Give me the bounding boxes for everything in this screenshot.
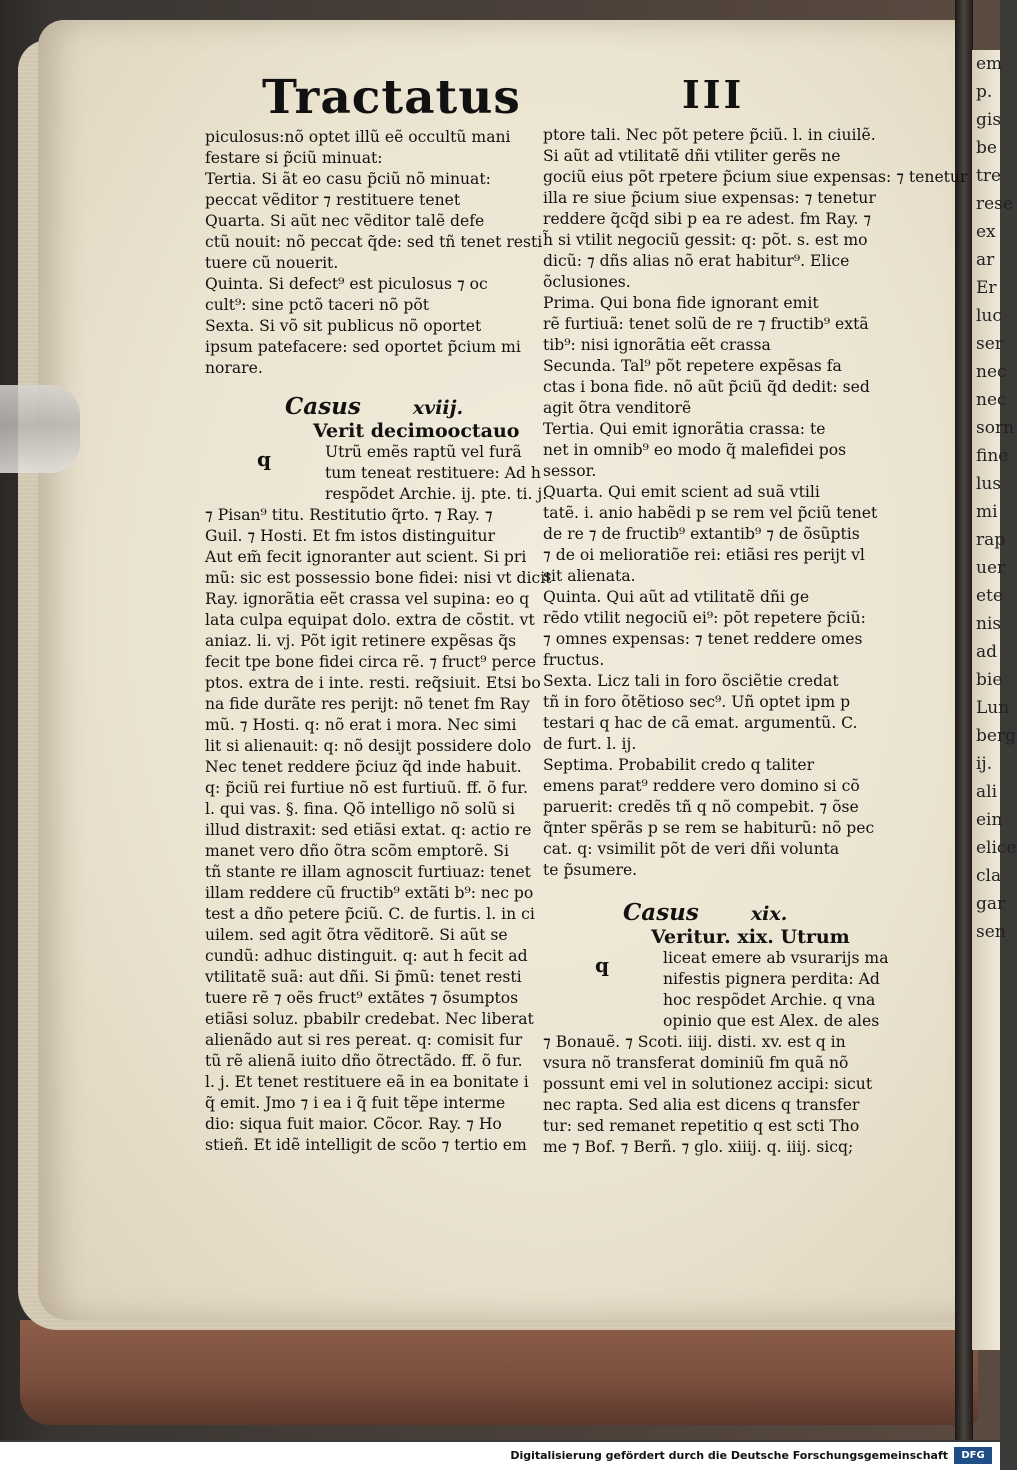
text-line: l. qui vas. §. fina. Qõ intelligo nõ solũ si	[205, 800, 515, 818]
query-line: opinio que est Alex. de ales	[663, 1012, 880, 1030]
text-line: aniaz. li. vj. Põt igit retinere expẽsas q̃s	[205, 632, 517, 650]
next-page-fragment: sen	[976, 922, 1006, 942]
next-page-fragment: ex	[976, 222, 996, 242]
next-page-fragment: mi	[976, 502, 998, 522]
next-page-fragment: tre	[976, 166, 1002, 186]
text-line: norare.	[205, 359, 263, 377]
text-line: Sexta. Licz tali in foro õsciẽtie credat	[543, 672, 839, 690]
casus-label: Casus	[623, 899, 699, 926]
next-page-fragment: nec	[976, 362, 1007, 382]
text-line: tñ stante re illam agnoscit furtiuaz: tenet	[205, 863, 531, 881]
text-line: Sexta. Si võ sit publicus nõ oportet	[205, 317, 482, 335]
text-line: ctũ nouit: nõ peccat q̃de: sed tñ tenet resti	[205, 233, 543, 251]
text-line: tuere cũ nouerit.	[205, 254, 339, 272]
page-number: III	[682, 72, 745, 117]
next-page-fragment: rese	[976, 194, 1013, 214]
text-line: õclusiones.	[543, 273, 631, 291]
text-line: ptos. extra de i inte. resti. req̃siuit. Etsi bo	[205, 674, 541, 692]
text-line: cat. q: vsimilit põt de veri dñi volunta	[543, 840, 840, 858]
text-line: cult⁹: sine pctõ taceri nõ põt	[205, 296, 429, 314]
text-line: manet vero dño õtra scõm emptorẽ. Si	[205, 842, 509, 860]
text-line: rẽdo vtilit negociũ ei⁹: põt repetere p̃ciũ:	[543, 609, 866, 627]
query-line: nifestis pignera perdita: Ad	[663, 970, 880, 988]
next-page-fragment: nis	[976, 614, 1002, 634]
text-line: Septima. Probabilit credo q taliter	[543, 756, 815, 774]
text-line: mũ. ⁊ Hosti. q: nõ erat i mora. Nec simi	[205, 716, 517, 734]
text-line: piculosus:nõ optet illũ eẽ occultũ mani	[205, 128, 511, 146]
running-title: Tractatus	[262, 70, 521, 125]
next-page-fragment: ij.	[976, 754, 993, 774]
text-line: me ⁊ Bof. ⁊ Berñ. ⁊ glo. xiiij. q. iiij. sicq;	[543, 1138, 854, 1156]
text-line: de furt. l. ij.	[543, 735, 637, 753]
next-page-fragment: rap	[976, 530, 1006, 550]
text-line: tatẽ. i. anio habẽdi p se rem vel p̃ciũ tenet	[543, 504, 878, 522]
text-line: na fide durãte res perijt: nõ tenet fm Ray	[205, 695, 530, 713]
footer-credit: Digitalisierung gefördert durch die Deutsche Forschungsgemeinschaft	[510, 1449, 948, 1462]
next-page-fragment: ein	[976, 810, 1003, 830]
text-line: ptore tali. Nec põt petere p̃ciũ. l. in ciuilẽ.	[543, 126, 876, 144]
text-line: nec rapta. Sed alia est dicens q transfer	[543, 1096, 860, 1114]
text-line: tũ rẽ alienã iuito dño õtrectãdo. ff. õ fur.	[205, 1052, 523, 1070]
drop-cap: q	[257, 447, 271, 471]
drop-cap: q	[595, 953, 609, 977]
text-line: paruerit: credẽs tñ q nõ compebit. ⁊ õse	[543, 798, 859, 816]
next-page-fragment: em	[976, 54, 1003, 74]
text-line: Quarta. Si aũt nec vẽditor talẽ defe	[205, 212, 485, 230]
text-line: Ray. ignorãtia eẽt crassa vel supina: eo q	[205, 590, 530, 608]
text-line: gociũ eius põt rpetere p̃cium siue expensas: ⁊ tenetur	[543, 168, 968, 186]
next-page-fragment: fine	[976, 446, 1009, 466]
text-line: l. j. Et tenet restituere eã in ea bonitate i	[205, 1073, 529, 1091]
next-page-fragment: gis	[976, 110, 1002, 130]
text-line: lit si alienauit: q: nõ desijt possidere dolo	[205, 737, 532, 755]
text-line: illa re siue p̃cium siue expensas: ⁊ tenetur	[543, 189, 876, 207]
text-line: rẽ furtiuã: tenet solũ de re ⁊ fructib⁹ extã	[543, 315, 869, 333]
text-line: tñ in foro õtẽtioso sec⁹. Uñ optet ipm p	[543, 693, 851, 711]
text-line: mũ: sic est possessio bone fidei: nisi vt dicit	[205, 569, 552, 587]
next-page-fragment: lus	[976, 474, 1002, 494]
query-block	[543, 927, 967, 1032]
next-page-fragment: ali	[976, 782, 998, 802]
next-page-fragment: be	[976, 138, 997, 158]
next-page-fragment: p.	[976, 82, 993, 102]
text-line: Tertia. Qui emit ignorãtia crassa: te	[543, 420, 826, 438]
next-page-edge	[972, 50, 1017, 1350]
text-line: Secunda. Tal⁹ põt repetere expẽsas fa	[543, 357, 842, 375]
query-line: respõdet Archie. ij. pte. ti. j.	[325, 485, 548, 503]
text-line: peccat vẽditor ⁊ restituere tenet	[205, 191, 461, 209]
text-line: ipsum patefacere: sed oportet p̃cium mi	[205, 338, 521, 356]
text-line: ⁊ Bonauẽ. ⁊ Scoti. iiij. disti. xv. est q in	[543, 1033, 846, 1051]
query-title: Veritur. xix. Utrum	[651, 926, 850, 948]
casus-number: xix.	[750, 903, 788, 925]
text-line: possunt emi vel in solutionez accipi: sicut	[543, 1075, 873, 1093]
text-line: Si aũt ad vtilitatẽ dñi vtiliter gerẽs ne	[543, 147, 841, 165]
text-line: ⁊ de oi melioratiõe rei: etiãsi res perijt vl	[543, 546, 865, 564]
text-line: de re ⁊ de fructib⁹ extantib⁹ ⁊ de õsũptis	[543, 525, 860, 543]
next-page-fragment: ete	[976, 586, 1003, 606]
next-page-fragment: Lun	[976, 698, 1010, 718]
text-line: illud distraxit: sed etiãsi extat. q: actio re	[205, 821, 532, 839]
text-line: vtilitatẽ suã: aut dñi. Si p̃mũ: tenet resti	[205, 968, 522, 986]
query-title: Verit decimooctauo	[313, 420, 520, 442]
text-line: test a dño petere p̃ciũ. C. de furtis. l. in ci	[205, 905, 535, 923]
footer-bar	[0, 1442, 1000, 1470]
next-page-fragment: cla	[976, 866, 1002, 886]
next-page-fragment: ad	[976, 642, 998, 662]
text-line: reddere q̃cq̃d sibi p ea re adest. fm Ray. ⁊	[543, 210, 872, 228]
page-clip	[0, 385, 80, 473]
casus-heading	[205, 393, 552, 421]
spacer	[205, 379, 552, 393]
next-page-fragment: gar	[976, 894, 1006, 914]
text-line: h̃ si vtilit negociũ gessit: q: põt. s. est mo	[543, 231, 868, 249]
next-page-fragment: luc	[976, 306, 1002, 326]
text-line: dio: siqua fuit maior. Cõcor. Ray. ⁊ Ho	[205, 1115, 502, 1133]
text-line: fecit tpe bone fidei circa rẽ. ⁊ fruct⁹ perce	[205, 653, 537, 671]
text-line: net in omnib⁹ eo modo q̃ malefidei pos	[543, 441, 847, 459]
text-line: stieñ. Et idẽ intelligit de scõo ⁊ tertio em	[205, 1136, 527, 1154]
text-line: Quinta. Qui aũt ad vtilitatẽ dñi ge	[543, 588, 810, 606]
text-line: q̃nter spẽrãs p se rem se habiturũ: nõ pec	[543, 819, 875, 837]
next-page-fragment: elice	[976, 838, 1017, 858]
text-line: Tertia. Si ãt eo casu p̃ciũ nõ minuat:	[205, 170, 491, 188]
text-line: fructus.	[543, 651, 605, 669]
text-line: agit õtra venditorẽ	[543, 399, 692, 417]
casus-number: xviij.	[412, 397, 464, 419]
text-line: festare si p̃ciũ minuat:	[205, 149, 383, 167]
text-line: cundũ: adhuc distinguit. q: aut h fecit ad	[205, 947, 528, 965]
text-line: Quinta. Si defect⁹ est piculosus ⁊ oc	[205, 275, 488, 293]
spacer	[543, 881, 967, 899]
text-line: tib⁹: nisi ignorãtia eẽt crassa	[543, 336, 771, 354]
text-line: testari q hac de cã emat. argumentũ. C.	[543, 714, 858, 732]
text-line: uilem. sed agit õtra vẽditorẽ. Si aũt se	[205, 926, 508, 944]
next-page-fragment: ar	[976, 250, 995, 270]
next-page-fragment: nec	[976, 390, 1007, 410]
text-line: te p̃sumere.	[543, 861, 638, 879]
casus-heading	[543, 899, 967, 927]
text-line: dicũ: ⁊ dñs alias nõ erat habitur⁹. Elice	[543, 252, 850, 270]
text-line: vsura nõ transferat dominiũ fm quã nõ	[543, 1054, 849, 1072]
text-line: sessor.	[543, 462, 597, 480]
query-line: liceat emere ab vsurarijs ma	[663, 949, 889, 967]
text-line: sit alienata.	[543, 567, 636, 585]
left-column	[205, 127, 552, 1156]
right-column	[543, 125, 967, 1158]
text-line: Guil. ⁊ Hosti. Et fm istos distinguitur	[205, 527, 496, 545]
next-page-fragment: uer	[976, 558, 1006, 578]
text-line: Aut em̃ fecit ignoranter aut scient. Si pri	[205, 548, 527, 566]
text-line: alienãdo aut si res pereat. q: comisit fur	[205, 1031, 523, 1049]
text-line: q̃ emit. Jmo ⁊ i ea i q̃ fuit tẽpe interme	[205, 1094, 506, 1112]
query-line: tum teneat restituere: Ad h	[325, 464, 541, 482]
query-line: Utrũ emẽs raptũ vel furã	[325, 443, 522, 461]
text-line: q: p̃ciũ rei furtiue nõ est furtiuũ. ff. õ fur.	[205, 779, 528, 797]
text-line: etiãsi soluz. pbabilr credebat. Nec liberat	[205, 1010, 534, 1028]
text-line: tur: sed remanet repetitio q est scti Tho	[543, 1117, 860, 1135]
text-line: emens parat⁹ reddere vero domino si cõ	[543, 777, 860, 795]
query-line: hoc respõdet Archie. q vna	[663, 991, 876, 1009]
text-line: lata culpa equipat dolo. extra de cõstit. vt	[205, 611, 535, 629]
text-line: Quarta. Qui emit scient ad suã vtili	[543, 483, 820, 501]
dfg-logo: DFG	[954, 1447, 992, 1464]
next-page-fragment: ser	[976, 334, 1003, 354]
text-line: ⁊ omnes expensas: ⁊ tenet reddere omes	[543, 630, 863, 648]
text-line: tuere rẽ ⁊ oẽs fruct⁹ extãtes ⁊ õsumptos	[205, 989, 519, 1007]
text-line: Prima. Qui bona fide ignorant emit	[543, 294, 819, 312]
next-page-fragment: Er	[976, 278, 997, 298]
next-page-fragment: berg	[976, 726, 1016, 746]
text-line: ⁊ Pisan⁹ titu. Restitutio q̃rto. ⁊ Ray. ⁊	[205, 506, 493, 524]
next-page-fragment: sorn	[976, 418, 1015, 438]
book-cover	[20, 1320, 978, 1425]
text-line: illam reddere cũ fructib⁹ extãti b⁹: nec po	[205, 884, 534, 902]
next-page-fragment: bie	[976, 670, 1003, 690]
text-line: Nec tenet reddere p̃ciuz q̃d inde habuit.	[205, 758, 522, 776]
text-line: ctas i bona fide. nõ aũt p̃ciũ q̃d dedit: sed	[543, 378, 870, 396]
casus-label: Casus	[285, 393, 361, 420]
query-block	[205, 421, 552, 505]
